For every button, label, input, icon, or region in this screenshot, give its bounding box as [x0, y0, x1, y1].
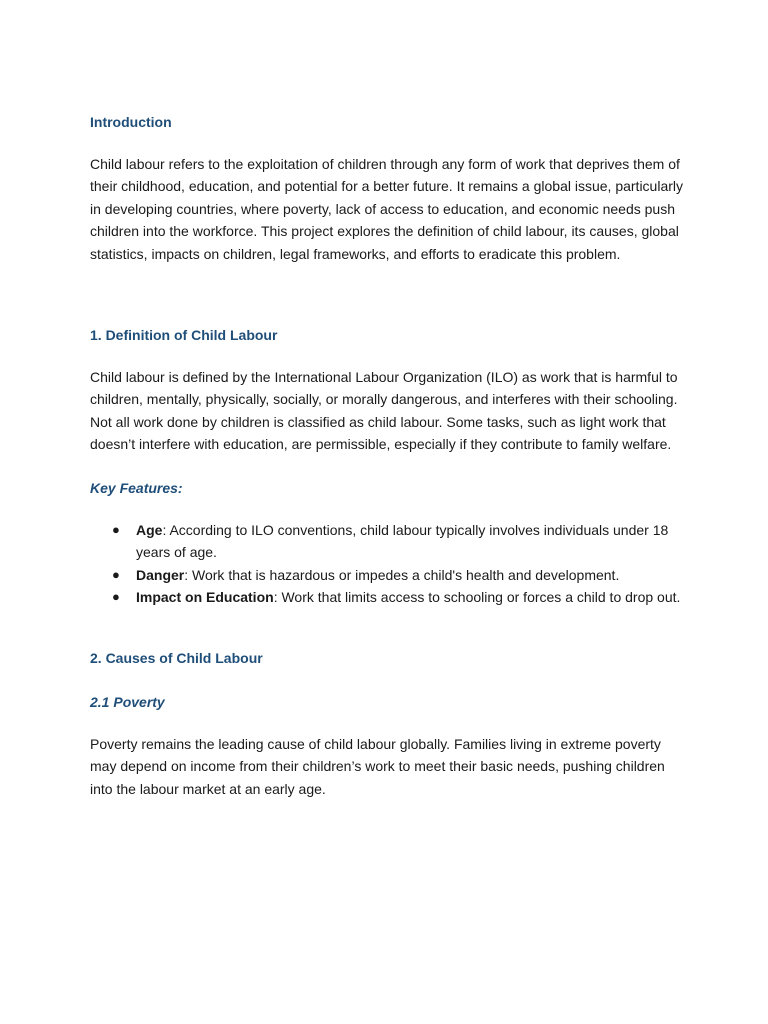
feature-term: Age — [136, 521, 163, 538]
key-features-list — [90, 519, 690, 609]
causes-heading: 2. Causes of Child Labour — [90, 650, 263, 667]
document-body — [90, 108, 690, 800]
bullet-icon: ● — [112, 521, 120, 537]
definition-heading: 1. Definition of Child Labour — [90, 327, 278, 344]
definition-paragraph: Child labour is defined by the International Labour Organization (ILO) as work that is harmful to children, mentally, physically, socially, or morally dangerous, and interferes with their schooling. Not all work done by children is classified as child labour. Some tasks, such as light work that doesn’t interfere with education, are permissible, especially if they contribute to family welfare. — [90, 369, 678, 453]
feature-description: : Work that is hazardous or impedes a child's health and development. — [184, 566, 620, 583]
feature-term: Danger — [136, 566, 185, 583]
feature-term: Impact on Education — [136, 589, 274, 606]
feature-description: : According to ILO conventions, child labour typically involves individuals under 18 years of age. — [136, 521, 669, 561]
list-item — [112, 586, 690, 609]
introduction-heading: Introduction — [90, 114, 172, 130]
poverty-paragraph: Poverty remains the leading cause of child labour globally. Families living in extreme poverty may depend on income from their children’s work to meet their basic needs, pushing children into the labour market at an early age. — [90, 736, 665, 797]
bullet-icon: ● — [112, 589, 120, 605]
list-item — [112, 564, 690, 587]
bullet-icon: ● — [112, 566, 120, 582]
feature-description: : Work that limits access to schooling or forces a child to drop out. — [273, 589, 681, 606]
poverty-heading: 2.1 Poverty — [90, 694, 165, 711]
introduction-paragraph: Child labour refers to the exploitation of children through any form of work that deprives them of their childhood, education, and potential for a better future. It remains a global issue, particularly in developing countries, where poverty, lack of access to education, and economic needs push children into the workforce. This project explores the definition of child labour, its causes, global statistics, impacts on children, legal frameworks, and efforts to eradicate this problem. — [90, 156, 684, 262]
list-item — [112, 519, 690, 564]
key-features-heading: Key Features: — [90, 479, 183, 496]
